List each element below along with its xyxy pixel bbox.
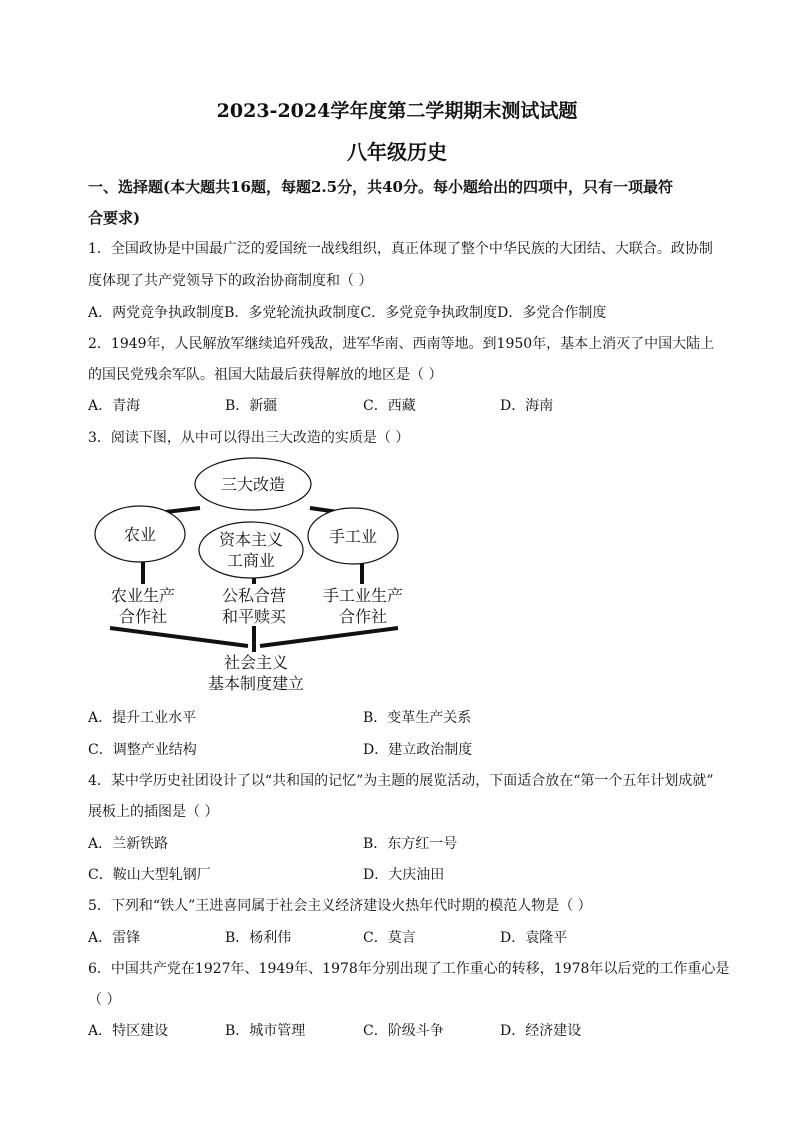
question-6-option-c: C．阶级斗争 (363, 1023, 444, 1039)
question-3-option-a: A．提升工业水平 (88, 710, 197, 726)
question-2-option-a: A．青海 (88, 398, 141, 414)
question-2-text-cont: 的国民党残余军队。祖国大陆最后获得解放的地区是（ ） (88, 367, 443, 383)
question-5-option-a: A．雷锋 (88, 930, 141, 946)
result-left-2: 合作社 (118, 607, 168, 626)
result-left-1: 农业生产 (110, 586, 176, 605)
question-6-option-b: B．城市管理 (225, 1023, 306, 1039)
question-4-option-d: D．大庆油田 (363, 867, 445, 883)
result-center-2: 和平赎买 (221, 607, 287, 626)
question-6-text-cont: （ ） (88, 992, 121, 1008)
question-3-option-b: B．变革生产关系 (363, 710, 472, 726)
converge-right (260, 628, 398, 646)
question-4-option-b: B．东方红一号 (363, 836, 458, 852)
question-2-text: 2．1949年，人民解放军继续追歼残敌，进军华南、西南等地。到1950年，基本上消灭了中国大陆上 (88, 336, 715, 352)
node-label-left: 农业 (123, 525, 157, 544)
question-3-option-c: C．调整产业结构 (88, 742, 197, 758)
result-right-1: 手工业生产 (322, 586, 404, 605)
question-2-option-c: C．西藏 (363, 398, 416, 414)
question-1-options: A．两党竞争执政制度B．多党轮流执政制度C．多党竞争执政制度D．多党合作制度 (88, 305, 607, 321)
question-5-option-c: C．莫言 (363, 930, 416, 946)
question-2-option-b: B．新疆 (225, 398, 278, 414)
result-center-1: 公私合营 (221, 586, 287, 605)
question-2-option-d: D．海南 (500, 398, 554, 414)
question-1-text: 1．全国政协是中国最广泛的爱国统一战线组织，真正体现了整个中华民族的大团结、大联合。政协制 (88, 241, 713, 257)
node-label-center-1: 资本主义 (218, 530, 284, 549)
question-5-option-d: D．袁隆平 (500, 930, 568, 946)
three-reforms-diagram (88, 456, 428, 696)
question-3-text: 3．阅读下图，从中可以得出三大改造的实质是（ ） (88, 430, 410, 446)
question-4-text-cont: 展板上的插图是（ ） (88, 804, 219, 820)
question-4-text: 4．某中学历史社团设计了以“共和国的记忆”为主题的展览活动，下面适合放在“第一个五年计划成就” (88, 773, 714, 789)
bottom-label-2: 基本制度建立 (207, 674, 305, 693)
question-4-option-a: A．兰新铁路 (88, 836, 169, 852)
node-label-top: 三大改造 (220, 475, 286, 494)
section-heading-cont: 合要求) (88, 209, 141, 227)
exam-subtitle: 八年级历史 (347, 140, 447, 164)
node-label-center-2: 工商业 (226, 551, 276, 570)
exam-title: 2023-2024学年度第二学期期末测试试题 (216, 100, 578, 122)
question-3-option-d: D．建立政治制度 (363, 742, 473, 758)
question-5-option-b: B．杨利伟 (225, 930, 292, 946)
section-heading: 一、选择题(本大题共16题，每题2.5分，共40分。每小题给出的四项中，只有一项最符 (88, 178, 673, 196)
question-5-text: 5．下列和“铁人”王进喜同属于社会主义经济建设火热年代时期的模范人物是（ ） (88, 898, 592, 914)
question-1-text-cont: 度体现了共产党领导下的政治协商制度和（ ） (88, 273, 373, 289)
question-4-option-c: C．鞍山大型轧钢厂 (88, 867, 211, 883)
question-6-option-d: D．经济建设 (500, 1023, 582, 1039)
converge-left (110, 628, 248, 646)
result-right-2: 合作社 (338, 607, 388, 626)
question-6-option-a: A．特区建设 (88, 1023, 169, 1039)
bottom-label-1: 社会主义 (223, 653, 289, 672)
question-6-text: 6．中国共产党在1927年、1949年、1978年分别出现了工作重心的转移，1978年以后党的工作重心是 (88, 961, 730, 977)
node-label-right: 手工业 (328, 527, 378, 546)
